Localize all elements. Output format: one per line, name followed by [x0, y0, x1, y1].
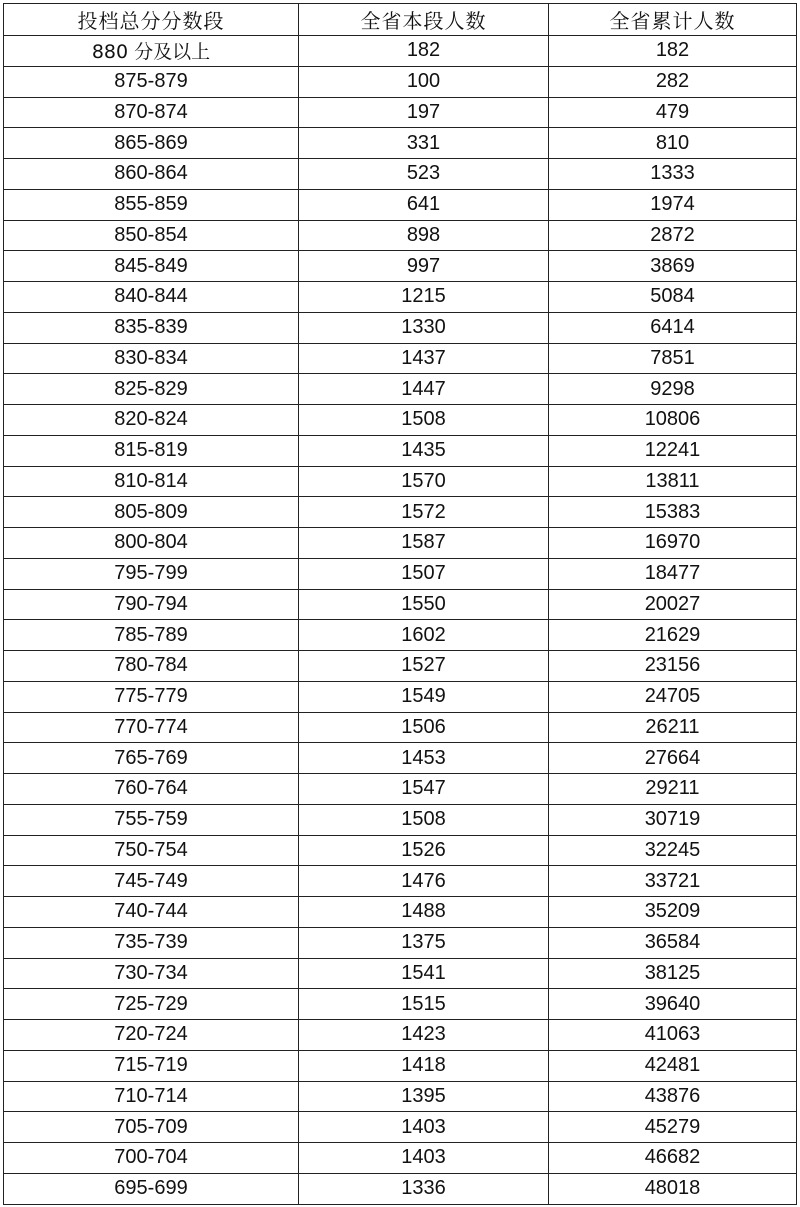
- table-row: [4, 989, 797, 1020]
- cumulative-count-cell: 36584: [549, 927, 797, 958]
- score-range-cell: 840-844: [4, 282, 299, 313]
- segment-count-cell: 1403: [299, 1143, 549, 1174]
- score-range-cell: 875-879: [4, 66, 299, 97]
- segment-count-cell: 1526: [299, 835, 549, 866]
- score-range-cell: 790-794: [4, 589, 299, 620]
- score-range-cell: 695-699: [4, 1173, 299, 1204]
- cumulative-count-cell: 1974: [549, 189, 797, 220]
- segment-count-cell: 1453: [299, 743, 549, 774]
- score-range-cell: 825-829: [4, 374, 299, 405]
- table-row: [4, 1050, 797, 1081]
- score-range-cell: 770-774: [4, 712, 299, 743]
- table-row: [4, 1112, 797, 1143]
- segment-count-cell: 1395: [299, 1081, 549, 1112]
- score-range-cell: 715-719: [4, 1050, 299, 1081]
- table-row: [4, 97, 797, 128]
- score-range-cell: 870-874: [4, 97, 299, 128]
- score-range-cell: 810-814: [4, 466, 299, 497]
- score-range-cell: 795-799: [4, 558, 299, 589]
- segment-count-cell: 1506: [299, 712, 549, 743]
- score-range-cell: 735-739: [4, 927, 299, 958]
- table-row: [4, 36, 797, 67]
- cumulative-count-cell: 32245: [549, 835, 797, 866]
- table-row: [4, 128, 797, 159]
- cumulative-count-cell: 33721: [549, 866, 797, 897]
- segment-count-cell: 1527: [299, 651, 549, 682]
- segment-count-cell: 182: [299, 36, 549, 67]
- cumulative-count-cell: 48018: [549, 1173, 797, 1204]
- score-range-cell: 740-744: [4, 897, 299, 928]
- cumulative-count-cell: 41063: [549, 1020, 797, 1051]
- cumulative-count-cell: 810: [549, 128, 797, 159]
- score-range-cell: 760-764: [4, 774, 299, 805]
- table-row: [4, 466, 797, 497]
- cumulative-count-cell: 26211: [549, 712, 797, 743]
- cumulative-count-cell: 21629: [549, 620, 797, 651]
- cumulative-count-cell: 45279: [549, 1112, 797, 1143]
- cumulative-count-cell: 3869: [549, 251, 797, 282]
- score-range-cell: 805-809: [4, 497, 299, 528]
- cumulative-count-cell: 13811: [549, 466, 797, 497]
- cumulative-count-cell: 1333: [549, 159, 797, 190]
- cumulative-count-cell: 10806: [549, 405, 797, 436]
- table-row: [4, 1020, 797, 1051]
- cumulative-count-cell: 6414: [549, 312, 797, 343]
- table-row: [4, 835, 797, 866]
- table-header: [4, 4, 797, 36]
- score-range-cell: 845-849: [4, 251, 299, 282]
- cumulative-count-cell: 39640: [549, 989, 797, 1020]
- segment-count-cell: 1572: [299, 497, 549, 528]
- table-row: [4, 651, 797, 682]
- segment-count-cell: 1587: [299, 528, 549, 559]
- table-row: [4, 159, 797, 190]
- score-range-cell: 750-754: [4, 835, 299, 866]
- score-range-cell: 820-824: [4, 405, 299, 436]
- cumulative-count-cell: 38125: [549, 958, 797, 989]
- score-range-cell: 815-819: [4, 435, 299, 466]
- segment-count-cell: 1435: [299, 435, 549, 466]
- table-row: [4, 374, 797, 405]
- segment-count-cell: 1515: [299, 989, 549, 1020]
- segment-count-cell: 1602: [299, 620, 549, 651]
- table-row: [4, 958, 797, 989]
- table-row: [4, 897, 797, 928]
- score-range-cell: 865-869: [4, 128, 299, 159]
- segment-count-cell: 641: [299, 189, 549, 220]
- segment-count-cell: 1476: [299, 866, 549, 897]
- table-row: [4, 712, 797, 743]
- cumulative-count-cell: 42481: [549, 1050, 797, 1081]
- segment-count-cell: 1418: [299, 1050, 549, 1081]
- segment-count-cell: 997: [299, 251, 549, 282]
- table-row: [4, 743, 797, 774]
- table-row: [4, 1143, 797, 1174]
- segment-count-cell: 1550: [299, 589, 549, 620]
- score-range-cell: 850-854: [4, 220, 299, 251]
- score-range-cell: 830-834: [4, 343, 299, 374]
- cumulative-count-cell: 30719: [549, 804, 797, 835]
- score-range-cell: 710-714: [4, 1081, 299, 1112]
- cumulative-count-cell: 15383: [549, 497, 797, 528]
- cumulative-count-cell: 9298: [549, 374, 797, 405]
- segment-count-cell: 1403: [299, 1112, 549, 1143]
- table-row: [4, 66, 797, 97]
- table-row: [4, 435, 797, 466]
- table-row: [4, 343, 797, 374]
- score-range-cell: 860-864: [4, 159, 299, 190]
- table-row: [4, 528, 797, 559]
- cumulative-count-cell: 27664: [549, 743, 797, 774]
- cumulative-count-cell: 23156: [549, 651, 797, 682]
- table-row: [4, 774, 797, 805]
- table-row: [4, 497, 797, 528]
- score-range-cell: 880 分及以上: [4, 36, 299, 67]
- table-row: [4, 312, 797, 343]
- table-row: [4, 405, 797, 436]
- score-distribution-table-container: [3, 3, 796, 1205]
- segment-count-cell: 1549: [299, 681, 549, 712]
- score-range-cell: 765-769: [4, 743, 299, 774]
- cumulative-count-cell: 29211: [549, 774, 797, 805]
- segment-count-cell: 523: [299, 159, 549, 190]
- segment-count-cell: 1547: [299, 774, 549, 805]
- segment-count-cell: 1508: [299, 405, 549, 436]
- segment-count-cell: 1541: [299, 958, 549, 989]
- table-row: [4, 189, 797, 220]
- segment-count-cell: 1507: [299, 558, 549, 589]
- table-row: [4, 589, 797, 620]
- cumulative-count-cell: 18477: [549, 558, 797, 589]
- segment-count-cell: 1215: [299, 282, 549, 313]
- score-range-cell: 785-789: [4, 620, 299, 651]
- segment-count-cell: 197: [299, 97, 549, 128]
- table-row: [4, 1081, 797, 1112]
- score-range-cell: 725-729: [4, 989, 299, 1020]
- table-row: [4, 220, 797, 251]
- score-range-cell: 855-859: [4, 189, 299, 220]
- cumulative-count-cell: 35209: [549, 897, 797, 928]
- table-row: [4, 1173, 797, 1204]
- score-range-cell: 730-734: [4, 958, 299, 989]
- segment-count-cell: 1423: [299, 1020, 549, 1051]
- cumulative-count-cell: 7851: [549, 343, 797, 374]
- segment-count-cell: 1437: [299, 343, 549, 374]
- segment-count-cell: 1375: [299, 927, 549, 958]
- score-range-cell: 745-749: [4, 866, 299, 897]
- table-row: [4, 282, 797, 313]
- cumulative-count-cell: 24705: [549, 681, 797, 712]
- table-body: [4, 36, 797, 1205]
- header-score-range: 投档总分分数段: [4, 4, 299, 36]
- segment-count-cell: 1508: [299, 804, 549, 835]
- cumulative-count-cell: 282: [549, 66, 797, 97]
- cumulative-count-cell: 5084: [549, 282, 797, 313]
- segment-count-cell: 1447: [299, 374, 549, 405]
- score-range-cell: 755-759: [4, 804, 299, 835]
- segment-count-cell: 1330: [299, 312, 549, 343]
- cumulative-count-cell: 43876: [549, 1081, 797, 1112]
- table-row: [4, 558, 797, 589]
- segment-count-cell: 898: [299, 220, 549, 251]
- cumulative-count-cell: 12241: [549, 435, 797, 466]
- score-distribution-table: [3, 3, 797, 1205]
- score-range-cell: 835-839: [4, 312, 299, 343]
- segment-count-cell: 331: [299, 128, 549, 159]
- cumulative-count-cell: 46682: [549, 1143, 797, 1174]
- cumulative-count-cell: 182: [549, 36, 797, 67]
- segment-count-cell: 100: [299, 66, 549, 97]
- score-range-cell: 720-724: [4, 1020, 299, 1051]
- table-row: [4, 804, 797, 835]
- segment-count-cell: 1488: [299, 897, 549, 928]
- score-range-cell: 700-704: [4, 1143, 299, 1174]
- score-range-cell: 775-779: [4, 681, 299, 712]
- header-row: [4, 4, 797, 36]
- cumulative-count-cell: 20027: [549, 589, 797, 620]
- score-range-cell: 800-804: [4, 528, 299, 559]
- segment-count-cell: 1336: [299, 1173, 549, 1204]
- table-row: [4, 866, 797, 897]
- header-segment-count: 全省本段人数: [299, 4, 549, 36]
- table-row: [4, 927, 797, 958]
- cumulative-count-cell: 479: [549, 97, 797, 128]
- table-row: [4, 681, 797, 712]
- cumulative-count-cell: 16970: [549, 528, 797, 559]
- segment-count-cell: 1570: [299, 466, 549, 497]
- score-range-cell: 705-709: [4, 1112, 299, 1143]
- table-row: [4, 620, 797, 651]
- table-row: [4, 251, 797, 282]
- header-cumulative-count: 全省累计人数: [549, 4, 797, 36]
- cumulative-count-cell: 2872: [549, 220, 797, 251]
- score-range-cell: 780-784: [4, 651, 299, 682]
